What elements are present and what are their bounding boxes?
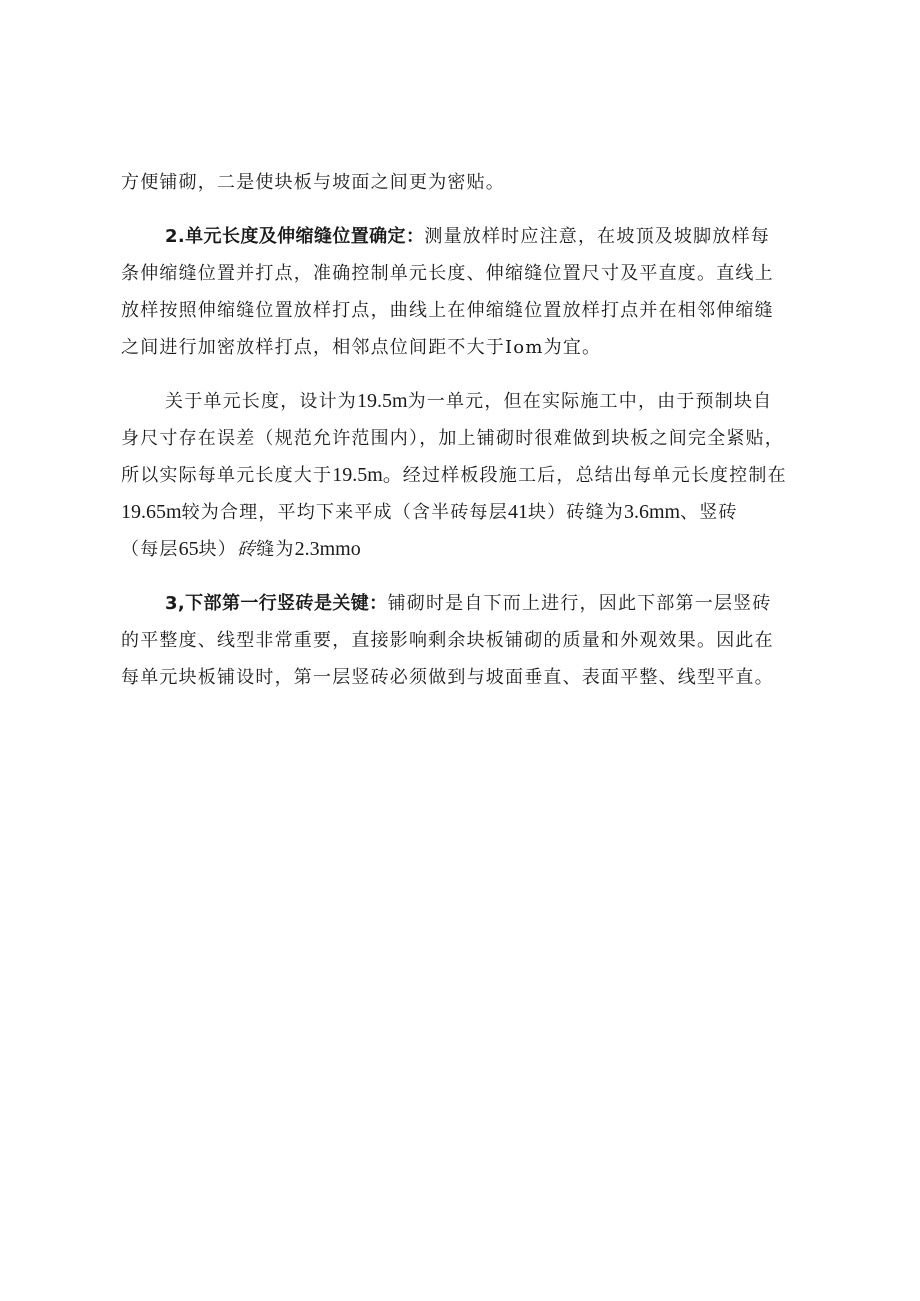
- unit-length-line-5: [121, 531, 811, 568]
- text-run: （每层: [121, 539, 179, 560]
- unit-length-line-2: [121, 420, 811, 457]
- text-run: 铺砌时是自下而上进行，因此下部第一层竖砖: [387, 593, 772, 614]
- item2-line-3: [121, 292, 811, 329]
- item3-heading: 3,下部第一行竖砖是关键：: [165, 593, 388, 614]
- item2-heading: 2.单元长度及伸缩缝位置确定：: [165, 226, 425, 247]
- item3-line-3: [121, 659, 811, 696]
- item3-line-2: [121, 622, 811, 659]
- paragraph-gap: [121, 201, 811, 218]
- document-body: [121, 164, 811, 696]
- text-run: 块）: [198, 539, 238, 560]
- text-run: 块）砖缝为: [527, 502, 624, 523]
- number-run: 19.5m: [357, 390, 408, 412]
- paragraph-gap: [121, 568, 811, 585]
- text-run: 方便铺砌，二是使块板与坡面之间更为密贴。: [121, 172, 505, 193]
- number-run: 65: [178, 538, 199, 560]
- item2-line-4: [121, 329, 811, 366]
- text-run: 身尺寸存在误差（规范允许范围内），加上铺砌时很难做到块板之间完全紧贴，: [121, 428, 784, 449]
- text-run: 为一单元，但在实际施工中，由于预制块自: [407, 391, 773, 412]
- text-run: 放样按照伸缩缝位置放样打点，曲线上在伸缩缝位置放样打点并在相邻伸缩缝: [121, 300, 774, 321]
- text-run: 经过样板段施工后，总结出每单元长度控制在: [402, 465, 787, 486]
- number-run: 41: [507, 501, 528, 523]
- text-run: 之间进行加密放样打点，相邻点位间距不大于Iom为宜。: [121, 337, 602, 358]
- italic-run: 砖: [237, 539, 257, 560]
- unit-length-line-3: [121, 457, 811, 494]
- unit-length-line-4: [121, 494, 811, 531]
- text-run: 、竖砖: [680, 502, 738, 523]
- item3-line-1: [121, 585, 811, 622]
- text-run: 缝为: [256, 539, 295, 560]
- intro-line: [121, 164, 811, 201]
- text-run: 每单元块板铺设时，第一层竖砖必须做到与坡面垂直、表面平整、线型平直。: [121, 667, 774, 688]
- item2-line-1: [121, 218, 811, 255]
- number-run: 2.3mmo: [294, 538, 361, 560]
- item2-line-2: [121, 255, 811, 292]
- text-run: 关于单元长度，设计为: [165, 391, 357, 412]
- text-run: 条伸缩缝位置并打点，准确控制单元长度、伸缩缝位置尺寸及平直度。直线上: [121, 263, 774, 284]
- number-run: 19.5m。: [332, 464, 403, 486]
- text-run: 较为合理，平均下来平成（含半砖每层: [181, 502, 508, 523]
- text-run: 测量放样时应注意，在坡顶及坡脚放样每: [424, 226, 770, 247]
- text-run: 的平整度、线型非常重要，直接影响剩余块板铺砌的质量和外观效果。因此在: [121, 630, 774, 651]
- text-run: 所以实际每单元长度大于: [121, 465, 333, 486]
- number-run: 19.65m: [121, 501, 182, 523]
- unit-length-line-1: [121, 383, 811, 420]
- number-run: 3.6mm: [623, 501, 681, 523]
- paragraph-gap: [121, 366, 811, 383]
